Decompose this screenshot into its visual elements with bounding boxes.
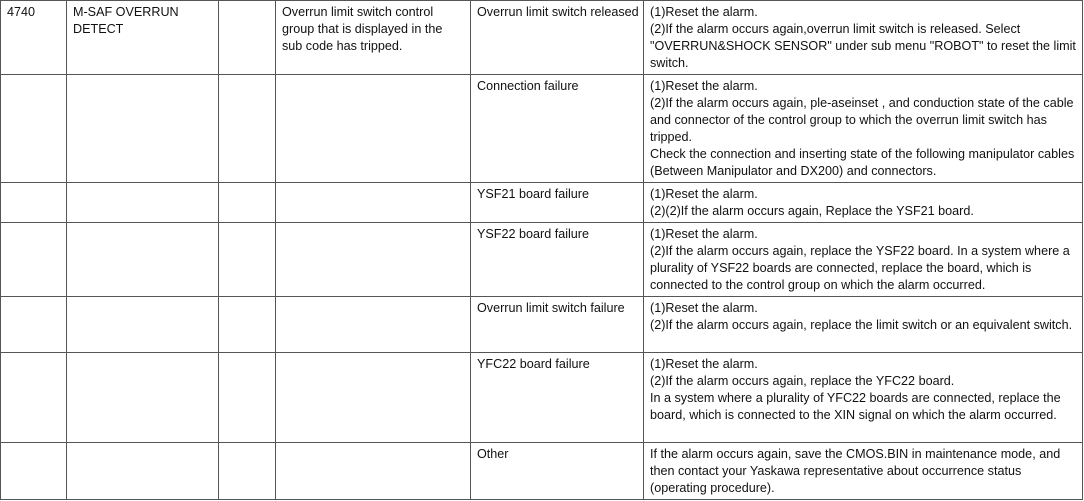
empty-cell <box>219 353 276 443</box>
empty-cell <box>67 443 219 500</box>
empty-cell <box>67 353 219 443</box>
cause-cell: YSF21 board failure <box>471 183 644 223</box>
remedy-line: (2)If the alarm occurs again,overrun limit switch is released. Select "OVERRUN&SHOCK SENSOR" under sub menu "ROBOT" to reset the limit switch. <box>650 22 1076 70</box>
table-row <box>1 223 1083 297</box>
empty-cell <box>219 297 276 353</box>
empty-cell <box>1 223 67 297</box>
table-row <box>1 1 1083 75</box>
remedy-cell <box>644 1 1083 75</box>
empty-cell <box>1 297 67 353</box>
empty-cell <box>67 183 219 223</box>
cause-cell: Other <box>471 443 644 500</box>
empty-cell <box>276 223 471 297</box>
remedy-cell <box>644 443 1083 500</box>
remedy-line: (2)If the alarm occurs again, replace the YSF22 board. In a system where a plurality of YSF22 boards are connected, replace the board, which is connected to the control group on which the alarm occurred. <box>650 244 1070 292</box>
table-row <box>1 353 1083 443</box>
remedy-line: (1)Reset the alarm. <box>650 227 758 241</box>
remedy-line: (2)If the alarm occurs again, replace the limit switch or an equivalent switch. <box>650 318 1073 332</box>
table-row <box>1 297 1083 353</box>
empty-cell <box>276 353 471 443</box>
meaning-cell: Overrun limit switch control group that is displayed in the sub code has tripped. <box>276 1 471 75</box>
cause-cell: YFC22 board failure <box>471 353 644 443</box>
remedy-line: (1)Reset the alarm. <box>650 79 758 93</box>
cause-cell: Overrun limit switch released <box>471 1 644 75</box>
empty-cell <box>276 183 471 223</box>
remedy-cell <box>644 297 1083 353</box>
cause-cell: YSF22 board failure <box>471 223 644 297</box>
table-row <box>1 443 1083 500</box>
empty-cell <box>219 443 276 500</box>
remedy-cell <box>644 75 1083 183</box>
remedy-line: (1)Reset the alarm. <box>650 5 758 19</box>
empty-cell <box>67 75 219 183</box>
remedy-cell <box>644 183 1083 223</box>
remedy-line: Check the connection and inserting state of the following manipulator cables (Between Manipulator and DX200) and connectors. <box>650 147 1075 178</box>
empty-cell <box>219 75 276 183</box>
cause-cell: Overrun limit switch failure <box>471 297 644 353</box>
remedy-line: (2)If the alarm occurs again, replace the YFC22 board. <box>650 374 955 388</box>
empty-cell <box>219 223 276 297</box>
remedy-line: In a system where a plurality of YFC22 boards are connected, replace the board, which is connected to the XIN signal on which the alarm occurred. <box>650 391 1061 422</box>
empty-cell <box>276 443 471 500</box>
remedy-line: (1)Reset the alarm. <box>650 301 758 315</box>
empty-cell <box>1 75 67 183</box>
empty-cell <box>276 297 471 353</box>
remedy-line: (2)(2)If the alarm occurs again, Replace the YSF21 board. <box>650 204 974 218</box>
table-row <box>1 75 1083 183</box>
empty-cell <box>67 297 219 353</box>
remedy-line: If the alarm occurs again, save the CMOS.BIN in maintenance mode, and then contact your Yaskawa representative about occurrence status (operating procedure). <box>650 447 1061 495</box>
alarm-name-cell: M-SAF OVERRUN DETECT <box>67 1 219 75</box>
empty-cell <box>1 353 67 443</box>
remedy-line: (2)If the alarm occurs again, ple-aseinset , and conduction state of the cable and connector of the control group to which the overrun limit switch has tripped. <box>650 96 1074 144</box>
table-row <box>1 183 1083 223</box>
sub-code-cell <box>219 1 276 75</box>
cause-cell: Connection failure <box>471 75 644 183</box>
empty-cell <box>219 183 276 223</box>
empty-cell <box>276 75 471 183</box>
remedy-line: (1)Reset the alarm. <box>650 187 758 201</box>
alarm-code-cell: 4740 <box>1 1 67 75</box>
remedy-line: (1)Reset the alarm. <box>650 357 758 371</box>
empty-cell <box>1 183 67 223</box>
empty-cell <box>1 443 67 500</box>
remedy-cell <box>644 353 1083 443</box>
empty-cell <box>67 223 219 297</box>
remedy-cell <box>644 223 1083 297</box>
